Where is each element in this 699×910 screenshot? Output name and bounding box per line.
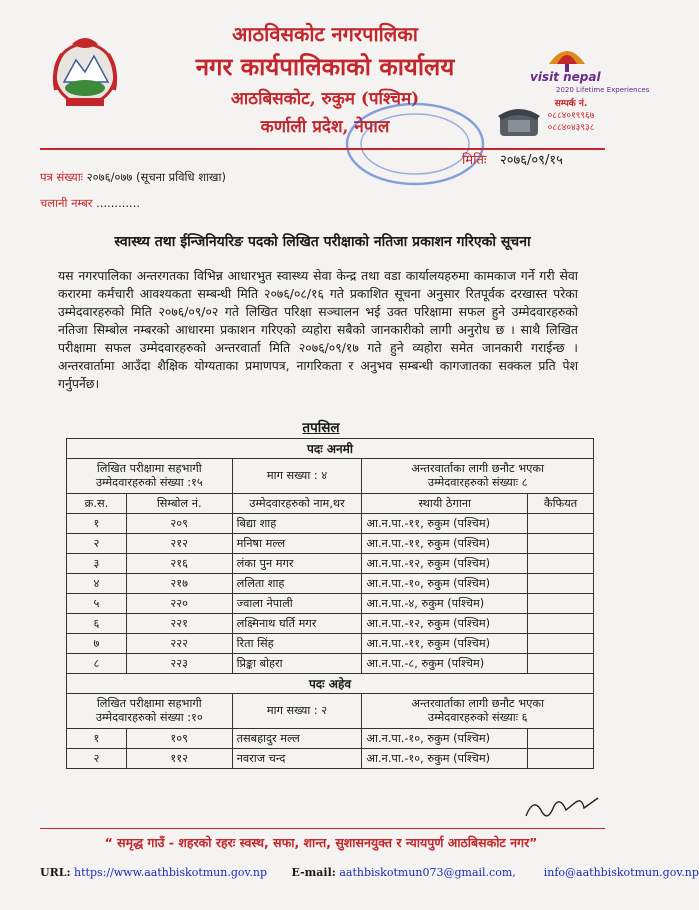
address-cell: आ.न.पा.-८, रुकुम (पश्चिम) xyxy=(362,654,528,674)
symbol-cell: २१७ xyxy=(126,574,232,594)
address-cell: आ.न.पा.-११, रुकुम (पश्चिम) xyxy=(362,634,528,654)
address-cell: आ.न.पा.-१२, रुकुम (पश्चिम) xyxy=(362,554,528,574)
address-cell: आ.न.पा.-४, रुकुम (पश्चिम) xyxy=(362,594,528,614)
office-name: नगर कार्यपालिकाको कार्यालय xyxy=(195,52,455,81)
table-row xyxy=(67,729,594,749)
reference-value: २०७६/०७७ (सूचना प्रविधि शाखा) xyxy=(86,170,226,184)
column-header-row xyxy=(67,494,594,514)
table-row xyxy=(67,634,594,654)
name-cell: रिता सिंह xyxy=(232,634,362,654)
shortlist-line-1: अन्तरवार्ताका लागी छनौट भएका xyxy=(411,697,544,710)
summary-row xyxy=(67,459,594,494)
symbol-cell: १०९ xyxy=(126,729,232,749)
participants-line-1: लिखित परीक्षामा सहभागी xyxy=(96,697,202,710)
remarks-cell xyxy=(528,574,594,594)
table-row xyxy=(67,654,594,674)
remarks-cell xyxy=(528,534,594,554)
shortlist-line-1: अन्तरवार्ताका लागी छनौट भएका xyxy=(411,462,544,475)
serial-cell: ३ xyxy=(67,554,127,574)
address-cell: आ.न.पा.-१०, रुकुम (पश्चिम) xyxy=(362,729,528,749)
participants-line-1: लिखित परीक्षामा सहभागी xyxy=(96,462,202,475)
details-heading: तपसिल xyxy=(302,420,340,436)
remarks-cell xyxy=(528,514,594,534)
name-cell: लंका पुन मगर xyxy=(232,554,362,574)
reference-line xyxy=(40,170,226,185)
serial-cell: ६ xyxy=(67,614,127,634)
shortlist-line-2: उम्मेदवारहरुको संख्याः ६ xyxy=(427,711,528,724)
serial-cell: ४ xyxy=(67,574,127,594)
col-serial: क्र.स. xyxy=(67,494,127,514)
address-cell: आ.न.पा.-११, रुकुम (पश्चिम) xyxy=(362,534,528,554)
symbol-cell: २२३ xyxy=(126,654,232,674)
name-cell: ललिता शाह xyxy=(232,574,362,594)
visit-nepal-year: 2020 Lifetime Experiences xyxy=(556,86,650,94)
remarks-cell xyxy=(528,594,594,614)
symbol-cell: २२० xyxy=(126,594,232,614)
contact-number-1: ०८८४०१९९६७ xyxy=(547,111,595,121)
dispatch-label: चलानी नम्बर xyxy=(40,196,93,210)
serial-cell: १ xyxy=(67,514,127,534)
notice-title: स्वास्थ्य तथा ईन्जिनियरिङ पदको लिखित परीक्षाको नतिजा प्रकाशन गरिएको सूचना xyxy=(114,234,531,250)
contact-numbers xyxy=(538,98,604,134)
demand-cell: माग सख्या : २ xyxy=(232,694,362,729)
summary-row xyxy=(67,694,594,729)
serial-cell: ७ xyxy=(67,634,127,654)
col-address: स्थायी ठेगाना xyxy=(362,494,528,514)
participants-line-2: उम्मेदवारहरुको संख्या :१५ xyxy=(95,476,203,489)
serial-cell: ५ xyxy=(67,594,127,614)
post-title: पदः अहेव xyxy=(67,674,594,694)
post-header-row xyxy=(67,439,594,459)
table-row xyxy=(67,749,594,769)
office-stamp-icon xyxy=(340,96,490,192)
name-cell: ज्वाला नेपाली xyxy=(232,594,362,614)
footer-divider xyxy=(40,828,605,829)
address-cell: आ.न.पा.-१२, रुकुम (पश्चिम) xyxy=(362,614,528,634)
reference-label: पत्र संख्याः xyxy=(40,170,84,184)
symbol-cell: ११२ xyxy=(126,749,232,769)
participants-cell xyxy=(67,459,233,494)
name-cell: बिद्या शाह xyxy=(232,514,362,534)
remarks-cell xyxy=(528,749,594,769)
email-link-2[interactable]: info@aathbiskotmun.gov.np xyxy=(543,866,699,879)
website-link[interactable]: https://www.aathbiskotmun.gov.np xyxy=(74,866,268,879)
remarks-cell xyxy=(528,554,594,574)
contact-number-2: ०८८४०४३९३८ xyxy=(547,123,595,133)
serial-cell: १ xyxy=(67,729,127,749)
municipality-name: आठविसकोट नगरपालिका xyxy=(232,22,418,46)
participants-cell xyxy=(67,694,233,729)
name-cell: प्रिङ्का बोहरा xyxy=(232,654,362,674)
dispatch-dots: ............ xyxy=(96,196,141,210)
symbol-cell: २१६ xyxy=(126,554,232,574)
date-label: मितिः xyxy=(462,153,487,168)
col-name: उम्मेदवारहरुको नाम,थर xyxy=(232,494,362,514)
remarks-cell xyxy=(528,614,594,634)
footer-slogan: “ समृद्ध गाउँ - शहरको रहरः स्वस्थ, सफा, शान्त, सुशासनयुक्त र न्यायपुर्ण आठबिसकोट नगर” xyxy=(104,835,538,850)
footer-contact-line xyxy=(40,866,699,879)
remarks-cell xyxy=(528,634,594,654)
serial-cell: ८ xyxy=(67,654,127,674)
remarks-cell xyxy=(528,654,594,674)
results-table xyxy=(66,438,594,769)
visit-nepal-text: visit nepal xyxy=(530,70,601,84)
date-value: २०७६/०९/१५ xyxy=(500,153,563,168)
shortlist-cell xyxy=(362,459,594,494)
contact-title: सम्पर्क नं. xyxy=(554,99,588,109)
province-name: कर्णाली प्रदेश, नेपाल xyxy=(260,117,390,137)
email-label: E-mail: xyxy=(291,866,336,879)
symbol-cell: २२२ xyxy=(126,634,232,654)
address-cell: आ.न.पा.-१०, रुकुम (पश्चिम) xyxy=(362,574,528,594)
signature-icon xyxy=(520,792,610,826)
address-cell: आ.न.पा.-१०, रुकुम (पश्चिम) xyxy=(362,749,528,769)
name-cell: तसबहादुर मल्ल xyxy=(232,729,362,749)
url-label: URL: xyxy=(40,866,71,879)
telephone-icon xyxy=(496,104,542,138)
demand-cell: माग सख्या : ४ xyxy=(232,459,362,494)
col-symbol: सिम्बोल नं. xyxy=(126,494,232,514)
office-address: आठबिसकोट, रुकुम (पश्चिम) xyxy=(230,89,420,109)
table-row xyxy=(67,614,594,634)
name-cell: लक्ष्मिनाथ घर्ति मगर xyxy=(232,614,362,634)
table-row xyxy=(67,574,594,594)
table-row xyxy=(67,514,594,534)
remarks-cell xyxy=(528,729,594,749)
dispatch-line xyxy=(40,196,140,211)
table-row xyxy=(67,594,594,614)
email-link-1[interactable]: aathbiskotmun073@gmail.com, xyxy=(339,866,516,879)
symbol-cell: २१२ xyxy=(126,534,232,554)
table-row xyxy=(67,554,594,574)
post-title: पदः अनमी xyxy=(67,439,594,459)
nepal-emblem-icon xyxy=(42,30,128,110)
symbol-cell: २०९ xyxy=(126,514,232,534)
col-remarks: कैफियत xyxy=(528,494,594,514)
symbol-cell: २२१ xyxy=(126,614,232,634)
shortlist-cell xyxy=(362,694,594,729)
shortlist-line-2: उम्मेदवारहरुको संख्याः ८ xyxy=(427,476,528,489)
name-cell: नवराज चन्द xyxy=(232,749,362,769)
serial-cell: २ xyxy=(67,534,127,554)
post-header-row xyxy=(67,674,594,694)
address-cell: आ.न.पा.-११, रुकुम (पश्चिम) xyxy=(362,514,528,534)
table-row xyxy=(67,534,594,554)
name-cell: मनिषा मल्ल xyxy=(232,534,362,554)
participants-line-2: उम्मेदवारहरुको संख्या :१० xyxy=(95,711,203,724)
serial-cell: २ xyxy=(67,749,127,769)
notice-body: यस नगरपालिका अन्तरगतका विभिन्न आधारभुत स्वास्थ्य सेवा केन्द्र तथा वडा कार्यालयहरुमा कामकाज गर्ने गरी सेवा करारमा कर्मचारी आवश्यकता सम्बन्धी मिति २०७६/०८/१६ गते प्रकाशित सूचना अनुसार रितपूर्वक दरखास्त परेका उम्मेदवारहरुको मिति २०७६/०९/०२ गते लिखित परिक्षा सञ्चालन भई उक्त परिक्षामा सफल हुने उम्मेदवारहरुको नतिजा सिम्बोल नम्बरको आधारमा प्रकाशन गरिएको व्यहोरा सबैको जानकारीको लागी अनुरोध छ । साथै लिखित परीक्षामा सफल उम्मेदवारहरुको अन्तरवार्ता मिति २०७६/०९/१७ गते हुने व्यहोरा समेत जानकारी गराईन्छ । अन्तरवार्तामा आउँदा शैक्षिक योग्यताका प्रमाणपत्र, नागरिकता र अनुभव सम्बन्धी कागजातका सक्कल प्रति पेश गर्नुपर्नेछ। xyxy=(58,268,578,391)
